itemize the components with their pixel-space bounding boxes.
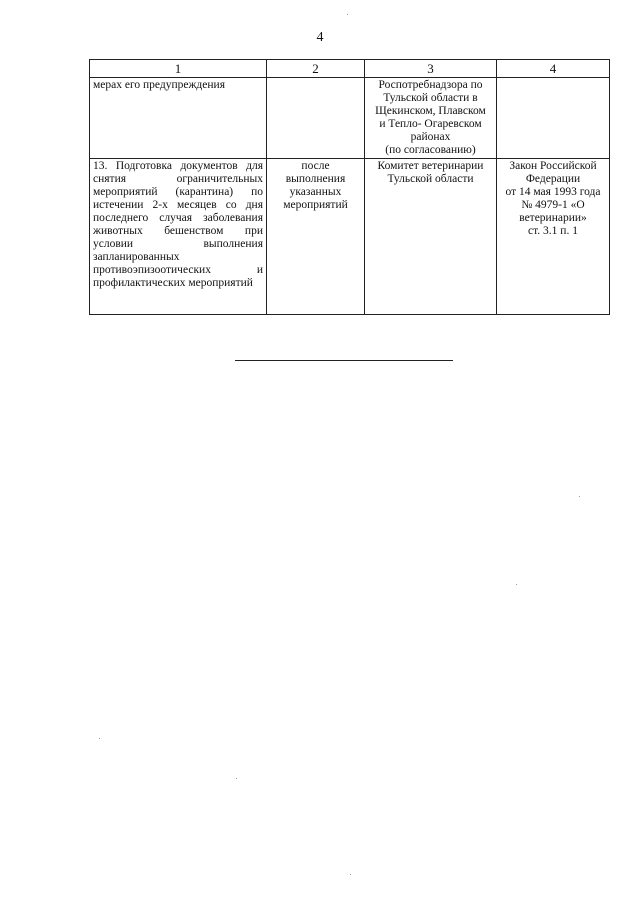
- scan-speck: [347, 14, 348, 15]
- column-header-3: 3: [365, 60, 497, 78]
- column-header-2: 2: [267, 60, 365, 78]
- end-divider-line: [235, 360, 453, 361]
- measure-cell: [90, 78, 267, 159]
- legal-basis-text: Закон Российской Федерации от 14 мая 1993 года № 4979-1 «О ветеринарии» ст. 3.1 п. 1: [505, 160, 601, 237]
- responsible-text: Комитет ветеринарии Тульской области: [377, 160, 484, 185]
- deadline-text: после выполнения указанных мероприятий: [283, 160, 348, 211]
- responsible-text: Роспотребнадзора по Тульской области в Щекинском, Плавском и Тепло- Огаревском районах (по согласованию): [375, 79, 486, 156]
- measure-text: 13. Подготовка документов для снятия ограничительных мероприятий (карантина) по истечении 2-х месяцев со дня последнего случая заболевания животных бешенством при условии выполнения запланированных противоэпизоотических и профилактических мероприятий: [93, 160, 263, 289]
- scan-speck: [99, 738, 100, 739]
- scan-speck: [516, 584, 517, 585]
- scan-speck: [236, 778, 237, 779]
- measure-cell: [90, 159, 267, 315]
- table-header-row: [90, 60, 610, 78]
- table-row: [90, 78, 610, 159]
- column-header-1: 1: [90, 60, 267, 78]
- responsible-cell: [365, 159, 497, 315]
- scan-speck: [579, 496, 580, 497]
- deadline-cell: [267, 159, 365, 315]
- table-row: [90, 159, 610, 315]
- responsible-cell: [365, 78, 497, 159]
- legal-basis-cell: [497, 159, 610, 315]
- measure-text: мерах его предупреждения: [93, 79, 225, 91]
- scan-speck: [350, 874, 351, 875]
- measures-table: [89, 59, 610, 315]
- legal-basis-cell: [497, 78, 610, 159]
- deadline-cell: [267, 78, 365, 159]
- column-header-4: 4: [497, 60, 610, 78]
- page-number: 4: [316, 30, 324, 45]
